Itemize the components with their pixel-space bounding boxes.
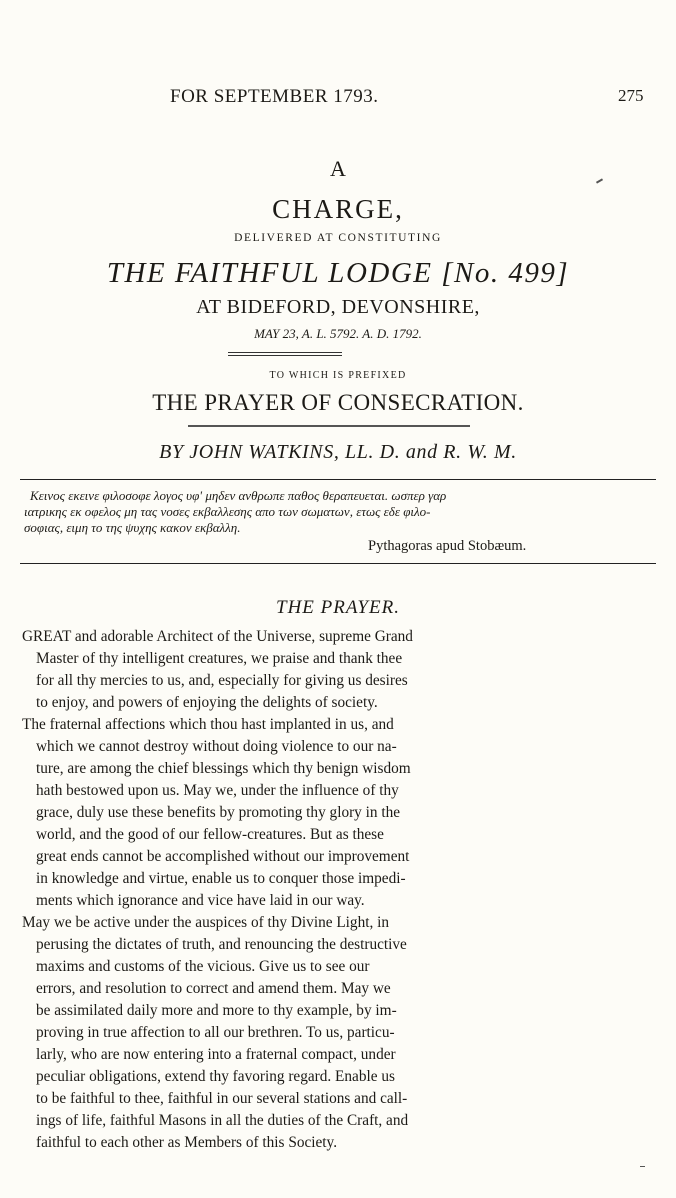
title-lodge: THE FAITHFUL LODGE [No. 499] [106,257,570,289]
text-line: to be faithful to thee, faithful in our several stations and call- [36,1090,408,1107]
prayer-paragraph [22,912,656,1154]
text-line: GREAT and adorable Architect of the Universe, supreme Grand [22,628,413,645]
text-line: proving in true affection to all our brethren. To us, particu- [36,1024,395,1041]
running-header [0,86,676,110]
epigraph-line: σοφιας, ειμη το της ψυχης κακον εκβαλλη. [24,520,241,535]
text-line: in knowledge and virtue, enable us to conquer those impedi- [36,870,406,887]
prayer-paragraph [22,714,656,912]
page-number: 275 [618,86,644,105]
text-line: errors, and resolution to correct and amend them. May we [36,980,391,997]
text-line: great ends cannot be accomplished without our improvement [36,848,410,865]
title-rule-double [228,355,342,356]
title-prefixed: TO WHICH IS PREFIXED [269,370,407,381]
title-rule [228,352,342,353]
text-line: May we be active under the auspices of thy Divine Light, in [22,914,390,931]
text-line: ings of life, faithful Masons in all the duties of the Craft, and [36,1112,409,1129]
text-line: larly, who are now entering into a fraternal compact, under [36,1046,396,1063]
running-title: FOR SEPTEMBER 1793. [170,86,379,107]
title-date: MAY 23, A. L. 5792. A. D. 1792. [254,326,422,341]
epigraph-line: Κεινος εκεινε φιλοσοφε λογος υφ' μηδεν ανθρωπε παθος θεραπευεται. ωσπερ γαρ [30,488,447,503]
text-line: The fraternal affections which thou hast implanted in us, and [22,716,394,733]
text-line: world, and the good of our fellow-creatures. But as these [36,826,384,843]
text-line: Master of thy intelligent creatures, we praise and thank thee [36,650,403,667]
prayer-title-rule [188,425,470,427]
prayer-heading: THE PRAYER. [276,597,400,618]
text-line: peculiar obligations, extend thy favoring regard. Enable us [36,1068,395,1085]
title-charge: CHARGE, [272,194,404,224]
epigraph-bottom-rule [20,563,656,564]
text-line: faithful to each other as Members of this Society. [36,1134,338,1151]
epigraph-attribution: Pythagoras apud Stobæum. [368,538,527,554]
title-place: AT BIDEFORD, DEVONSHIRE, [196,296,480,318]
text-line: which we cannot destroy without doing violence to our na- [36,738,397,755]
text-line: ture, are among the chief blessings which thy benign wisdom [36,760,411,777]
text-line: maxims and customs of the vicious. Give us to see our [36,958,370,975]
prayer-paragraph [22,626,656,714]
epigraph-line: ιατρικης εκ οφελος μη τας νοσες εκβαλλεσης απο των σωματων, ετως εδε φιλο- [24,504,431,519]
title-article: A [330,156,346,181]
epigraph-top-rule [20,479,656,480]
text-line: grace, duly use these benefits by promoting thy glory in the [36,804,401,821]
print-mark [640,1166,645,1167]
text-line: hath bestowed upon us. May we, under the influence of thy [36,782,399,799]
text-line: for all thy mercies to us, and, especially for giving us desires [36,672,408,689]
text-line: perusing the dictates of truth, and renouncing the destructive [36,936,407,953]
text-line: ments which ignorance and vice have laid in our way. [36,892,365,909]
byline: BY JOHN WATKINS, LL. D. and R. W. M. [159,441,517,463]
title-prayer-consecration: THE PRAYER OF CONSECRATION. [152,390,524,415]
title-delivered: DELIVERED AT CONSTITUTING [234,232,442,244]
text-line: to enjoy, and powers of enjoying the delights of society. [36,694,378,711]
text-line: be assimilated daily more and more to thy example, by im- [36,1002,397,1019]
